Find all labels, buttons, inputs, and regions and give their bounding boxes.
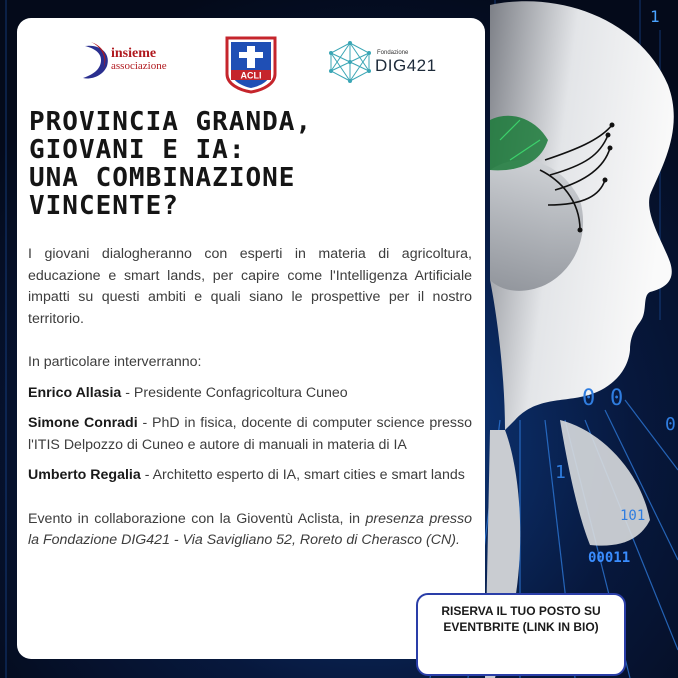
speaker-desc: - Architetto esperto di IA, smart cities e smart lands [140, 467, 465, 483]
logo-bar [17, 18, 485, 108]
svg-text:0: 0 [610, 386, 624, 411]
svg-text:101: 101 [620, 508, 646, 524]
speaker-desc: - Presidente Confagricoltura Cuneo [121, 384, 348, 401]
event-location: presenza presso la Fondazione DIG421 - Via Savigliano 52, Roreto di Cherasco (CN). [28, 510, 472, 548]
code-text: 1 [650, 7, 660, 26]
event-paragraph [28, 509, 472, 552]
insieme-logo [81, 40, 181, 82]
reserve-seat-callout [416, 593, 626, 676]
reserve-seat-text: RISERVA IL TUO POSTO SU EVENTBRITE (LINK IN BIO) [441, 604, 601, 634]
dig-name: DIG421 [375, 56, 437, 75]
svg-text:00011: 00011 [588, 550, 631, 566]
dig-fondazione-label: Fondazione [377, 50, 409, 56]
acli-label: ACLI [240, 70, 262, 81]
content-card [17, 18, 485, 659]
headline [29, 108, 479, 220]
speaker-item [28, 383, 472, 405]
speaker-item [28, 465, 472, 487]
speaker-name: Simone Conradi [28, 415, 138, 431]
description-body [28, 244, 472, 552]
speaker-desc: - PhD in fisica, docente di computer science presso l'ITIS Delpozzo di Cuneo e autore di manuali in materia di IA [28, 415, 472, 453]
headline-line: VINCENTE? [29, 191, 179, 221]
dig421-logo [327, 40, 437, 84]
svg-text:0: 0 [582, 386, 596, 411]
svg-text:1: 1 [555, 462, 566, 483]
insieme-swoosh-icon [81, 40, 115, 82]
network-polyhedron-icon [327, 40, 373, 84]
insieme-name: insieme [111, 46, 157, 61]
speaker-item [28, 413, 472, 456]
headline-line: UNA COMBINAZIONE [29, 163, 296, 193]
headline-line: GIOVANI E IA: [29, 135, 246, 165]
intro-paragraph: I giovani dialogheranno con esperti in materia di agricoltura, educazione e smart lands, per capire come l'Intelligenza Artificiale impatti su questi ambiti e quali siano le prospettive per il nostro territorio. [28, 246, 472, 327]
headline-line: PROVINCIA GRANDA, [29, 107, 313, 137]
event-text: Evento in collaborazione con la Gioventù Aclista, in [28, 510, 366, 527]
speaker-name: Umberto Regalia [28, 467, 141, 483]
acli-logo [221, 34, 281, 94]
speaker-name: Enrico Allasia [28, 384, 122, 401]
speakers-intro: In particolare interverranno: [28, 354, 202, 370]
insieme-sub: associazione [111, 60, 167, 72]
svg-text:0: 0 [665, 414, 676, 435]
